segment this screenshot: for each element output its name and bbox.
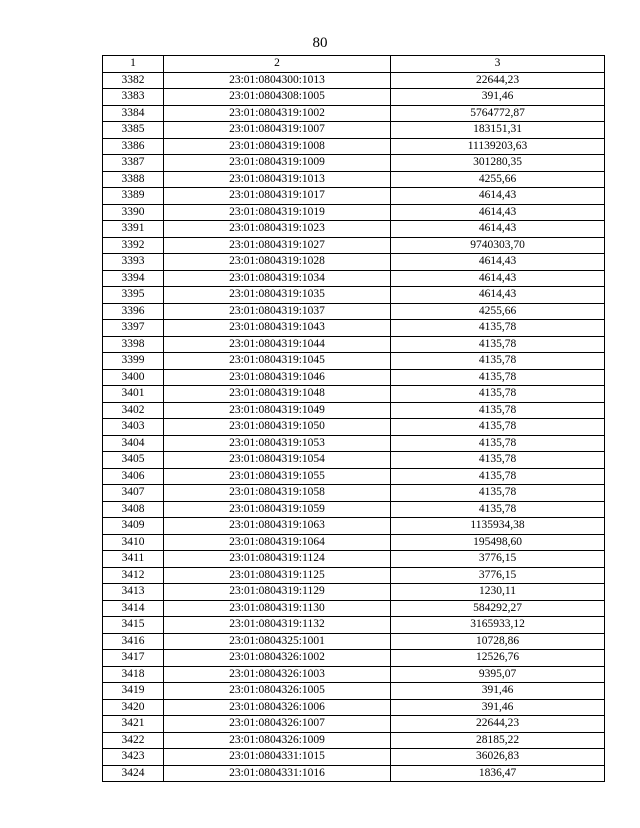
value-cell: 4614,43 — [391, 270, 605, 287]
row-number-cell: 3400 — [103, 369, 164, 386]
cadastral-number-cell: 23:01:0804319:1132 — [164, 617, 391, 634]
cadastral-number-cell: 23:01:0804319:1023 — [164, 221, 391, 238]
row-number-cell: 3382 — [103, 72, 164, 89]
row-number-cell: 3402 — [103, 402, 164, 419]
table-row — [103, 518, 605, 535]
value-cell: 12526,76 — [391, 650, 605, 667]
table-row — [103, 749, 605, 766]
value-cell: 584292,27 — [391, 600, 605, 617]
table-row — [103, 386, 605, 403]
row-number-cell: 3424 — [103, 765, 164, 782]
cadastral-number-cell: 23:01:0804319:1013 — [164, 171, 391, 188]
cadastral-number-cell: 23:01:0804326:1003 — [164, 666, 391, 683]
cadastral-number-cell: 23:01:0804319:1035 — [164, 287, 391, 304]
cadastral-number-cell: 23:01:0804319:1055 — [164, 468, 391, 485]
table-row — [103, 633, 605, 650]
table-row — [103, 287, 605, 304]
cadastral-number-cell: 23:01:0804308:1005 — [164, 89, 391, 106]
row-number-cell: 3405 — [103, 452, 164, 469]
value-cell: 195498,60 — [391, 534, 605, 551]
table-row — [103, 369, 605, 386]
row-number-cell: 3411 — [103, 551, 164, 568]
row-number-cell: 3388 — [103, 171, 164, 188]
value-cell: 4614,43 — [391, 254, 605, 271]
cadastral-number-cell: 23:01:0804319:1059 — [164, 501, 391, 518]
value-cell: 4135,78 — [391, 320, 605, 337]
cadastral-number-cell: 23:01:0804319:1050 — [164, 419, 391, 436]
cadastral-number-cell: 23:01:0804326:1007 — [164, 716, 391, 733]
table-row — [103, 468, 605, 485]
table-header-row — [103, 56, 605, 73]
data-table — [102, 55, 605, 782]
cadastral-number-cell: 23:01:0804319:1064 — [164, 534, 391, 551]
table-row — [103, 650, 605, 667]
page-number: 80 — [312, 35, 328, 51]
value-cell: 22644,23 — [391, 716, 605, 733]
cadastral-number-cell: 23:01:0804319:1019 — [164, 204, 391, 221]
cadastral-number-cell: 23:01:0804319:1129 — [164, 584, 391, 601]
table-row — [103, 122, 605, 139]
value-cell: 22644,23 — [391, 72, 605, 89]
row-number-cell: 3389 — [103, 188, 164, 205]
cadastral-number-cell: 23:01:0804300:1013 — [164, 72, 391, 89]
table-row — [103, 353, 605, 370]
table-row — [103, 402, 605, 419]
table-row — [103, 221, 605, 238]
row-number-cell: 3416 — [103, 633, 164, 650]
row-number-cell: 3412 — [103, 567, 164, 584]
cadastral-number-cell: 23:01:0804319:1027 — [164, 237, 391, 254]
value-cell: 4135,78 — [391, 435, 605, 452]
table-row — [103, 270, 605, 287]
value-cell: 4135,78 — [391, 419, 605, 436]
cadastral-number-cell: 23:01:0804319:1130 — [164, 600, 391, 617]
value-cell: 301280,35 — [391, 155, 605, 172]
value-cell: 9740303,70 — [391, 237, 605, 254]
column-header-3: 3 — [391, 56, 605, 73]
row-number-cell: 3394 — [103, 270, 164, 287]
cadastral-number-cell: 23:01:0804319:1058 — [164, 485, 391, 502]
value-cell: 4135,78 — [391, 468, 605, 485]
row-number-cell: 3401 — [103, 386, 164, 403]
row-number-cell: 3406 — [103, 468, 164, 485]
value-cell: 10728,86 — [391, 633, 605, 650]
value-cell: 3776,15 — [391, 567, 605, 584]
cadastral-number-cell: 23:01:0804325:1001 — [164, 633, 391, 650]
value-cell: 3776,15 — [391, 551, 605, 568]
cadastral-number-cell: 23:01:0804319:1037 — [164, 303, 391, 320]
column-header-2: 2 — [164, 56, 391, 73]
value-cell: 4614,43 — [391, 204, 605, 221]
value-cell: 28185,22 — [391, 732, 605, 749]
row-number-cell: 3386 — [103, 138, 164, 155]
cadastral-number-cell: 23:01:0804319:1002 — [164, 105, 391, 122]
table-row — [103, 336, 605, 353]
row-number-cell: 3392 — [103, 237, 164, 254]
table-row — [103, 584, 605, 601]
value-cell: 183151,31 — [391, 122, 605, 139]
row-number-cell: 3384 — [103, 105, 164, 122]
table-body — [103, 72, 605, 782]
table-row — [103, 237, 605, 254]
table-row — [103, 155, 605, 172]
value-cell: 4614,43 — [391, 221, 605, 238]
row-number-cell: 3410 — [103, 534, 164, 551]
row-number-cell: 3415 — [103, 617, 164, 634]
table-row — [103, 600, 605, 617]
table-row — [103, 452, 605, 469]
table-row — [103, 551, 605, 568]
cadastral-number-cell: 23:01:0804326:1009 — [164, 732, 391, 749]
value-cell: 36026,83 — [391, 749, 605, 766]
value-cell: 9395,07 — [391, 666, 605, 683]
cadastral-number-cell: 23:01:0804319:1045 — [164, 353, 391, 370]
row-number-cell: 3421 — [103, 716, 164, 733]
value-cell: 4135,78 — [391, 485, 605, 502]
value-cell: 4255,66 — [391, 171, 605, 188]
cadastral-number-cell: 23:01:0804319:1034 — [164, 270, 391, 287]
table-row — [103, 204, 605, 221]
value-cell: 4614,43 — [391, 188, 605, 205]
table-row — [103, 534, 605, 551]
cadastral-number-cell: 23:01:0804319:1049 — [164, 402, 391, 419]
cadastral-number-cell: 23:01:0804319:1009 — [164, 155, 391, 172]
row-number-cell: 3417 — [103, 650, 164, 667]
cadastral-number-cell: 23:01:0804319:1017 — [164, 188, 391, 205]
table-row — [103, 501, 605, 518]
table-row — [103, 303, 605, 320]
cadastral-number-cell: 23:01:0804319:1007 — [164, 122, 391, 139]
cadastral-number-cell: 23:01:0804319:1053 — [164, 435, 391, 452]
row-number-cell: 3383 — [103, 89, 164, 106]
value-cell: 5764772,87 — [391, 105, 605, 122]
table-row — [103, 617, 605, 634]
row-number-cell: 3393 — [103, 254, 164, 271]
table-row — [103, 732, 605, 749]
table-row — [103, 765, 605, 782]
row-number-cell: 3390 — [103, 204, 164, 221]
value-cell: 11139203,63 — [391, 138, 605, 155]
table-row — [103, 699, 605, 716]
value-cell: 391,46 — [391, 683, 605, 700]
table-row — [103, 72, 605, 89]
row-number-cell: 3419 — [103, 683, 164, 700]
row-number-cell: 3418 — [103, 666, 164, 683]
cadastral-number-cell: 23:01:0804319:1046 — [164, 369, 391, 386]
table-row — [103, 138, 605, 155]
value-cell: 391,46 — [391, 699, 605, 716]
table-row — [103, 666, 605, 683]
table-row — [103, 105, 605, 122]
row-number-cell: 3404 — [103, 435, 164, 452]
row-number-cell: 3403 — [103, 419, 164, 436]
cadastral-number-cell: 23:01:0804326:1002 — [164, 650, 391, 667]
cadastral-number-cell: 23:01:0804319:1028 — [164, 254, 391, 271]
value-cell: 4135,78 — [391, 386, 605, 403]
row-number-cell: 3398 — [103, 336, 164, 353]
column-header-1: 1 — [103, 56, 164, 73]
cadastral-number-cell: 23:01:0804331:1016 — [164, 765, 391, 782]
cadastral-number-cell: 23:01:0804319:1125 — [164, 567, 391, 584]
cadastral-number-cell: 23:01:0804331:1015 — [164, 749, 391, 766]
row-number-cell: 3391 — [103, 221, 164, 238]
cadastral-number-cell: 23:01:0804319:1054 — [164, 452, 391, 469]
table-row — [103, 320, 605, 337]
table-row — [103, 419, 605, 436]
row-number-cell: 3399 — [103, 353, 164, 370]
cadastral-number-cell: 23:01:0804319:1124 — [164, 551, 391, 568]
value-cell: 4135,78 — [391, 369, 605, 386]
table-row — [103, 485, 605, 502]
value-cell: 4614,43 — [391, 287, 605, 304]
value-cell: 3165933,12 — [391, 617, 605, 634]
cadastral-number-cell: 23:01:0804326:1005 — [164, 683, 391, 700]
table-row — [103, 716, 605, 733]
value-cell: 4135,78 — [391, 501, 605, 518]
row-number-cell: 3395 — [103, 287, 164, 304]
row-number-cell: 3420 — [103, 699, 164, 716]
table-row — [103, 171, 605, 188]
cadastral-number-cell: 23:01:0804319:1044 — [164, 336, 391, 353]
cadastral-number-cell: 23:01:0804319:1043 — [164, 320, 391, 337]
row-number-cell: 3385 — [103, 122, 164, 139]
row-number-cell: 3387 — [103, 155, 164, 172]
row-number-cell: 3397 — [103, 320, 164, 337]
value-cell: 4135,78 — [391, 402, 605, 419]
cadastral-number-cell: 23:01:0804319:1063 — [164, 518, 391, 535]
value-cell: 4135,78 — [391, 353, 605, 370]
cadastral-number-cell: 23:01:0804319:1048 — [164, 386, 391, 403]
row-number-cell: 3396 — [103, 303, 164, 320]
cadastral-number-cell: 23:01:0804326:1006 — [164, 699, 391, 716]
table-row — [103, 567, 605, 584]
value-cell: 1230,11 — [391, 584, 605, 601]
table-row — [103, 89, 605, 106]
value-cell: 1135934,38 — [391, 518, 605, 535]
row-number-cell: 3407 — [103, 485, 164, 502]
table-row — [103, 435, 605, 452]
value-cell: 391,46 — [391, 89, 605, 106]
row-number-cell: 3413 — [103, 584, 164, 601]
cadastral-number-cell: 23:01:0804319:1008 — [164, 138, 391, 155]
row-number-cell: 3408 — [103, 501, 164, 518]
table-row — [103, 683, 605, 700]
row-number-cell: 3423 — [103, 749, 164, 766]
value-cell: 1836,47 — [391, 765, 605, 782]
table-row — [103, 188, 605, 205]
value-cell: 4255,66 — [391, 303, 605, 320]
value-cell: 4135,78 — [391, 336, 605, 353]
row-number-cell: 3409 — [103, 518, 164, 535]
row-number-cell: 3414 — [103, 600, 164, 617]
table-row — [103, 254, 605, 271]
value-cell: 4135,78 — [391, 452, 605, 469]
row-number-cell: 3422 — [103, 732, 164, 749]
